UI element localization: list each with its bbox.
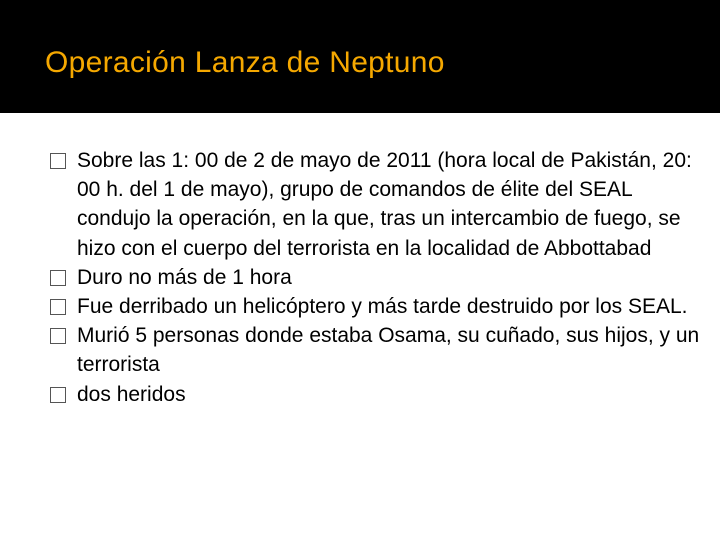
bullet-list [50, 146, 710, 409]
bullet-item [50, 292, 710, 321]
slide-title: Operación Lanza de Neptuno [45, 46, 445, 79]
title-bar [0, 0, 720, 113]
square-bullet-icon [50, 299, 66, 315]
bullet-item [50, 380, 710, 409]
bullet-item [50, 321, 710, 379]
bullet-text: Fue derribado un helicóptero y más tarde destruido por los SEAL. [77, 295, 688, 319]
square-bullet-icon [50, 153, 66, 169]
square-bullet-icon [50, 270, 66, 286]
bullet-text: Duro no más de 1 hora [77, 265, 292, 289]
bullet-item [50, 146, 710, 263]
bullet-text: dos heridos [77, 382, 186, 406]
bullet-item [50, 263, 710, 292]
square-bullet-icon [50, 328, 66, 344]
square-bullet-icon [50, 387, 66, 403]
bullet-text: Sobre las 1: 00 de 2 de mayo de 2011 (hora local de Pakistán, 20: 00 h. del 1 de mayo), grupo de comandos de élite del SEAL condujo la operación, en la que, tras un intercambio de fuego, se hizo con el cuerpo del terrorista en la localidad de Abbottabad [77, 149, 692, 260]
bullet-text: Murió 5 personas donde estaba Osama, su cuñado, sus hijos, y un terrorista [77, 324, 700, 377]
